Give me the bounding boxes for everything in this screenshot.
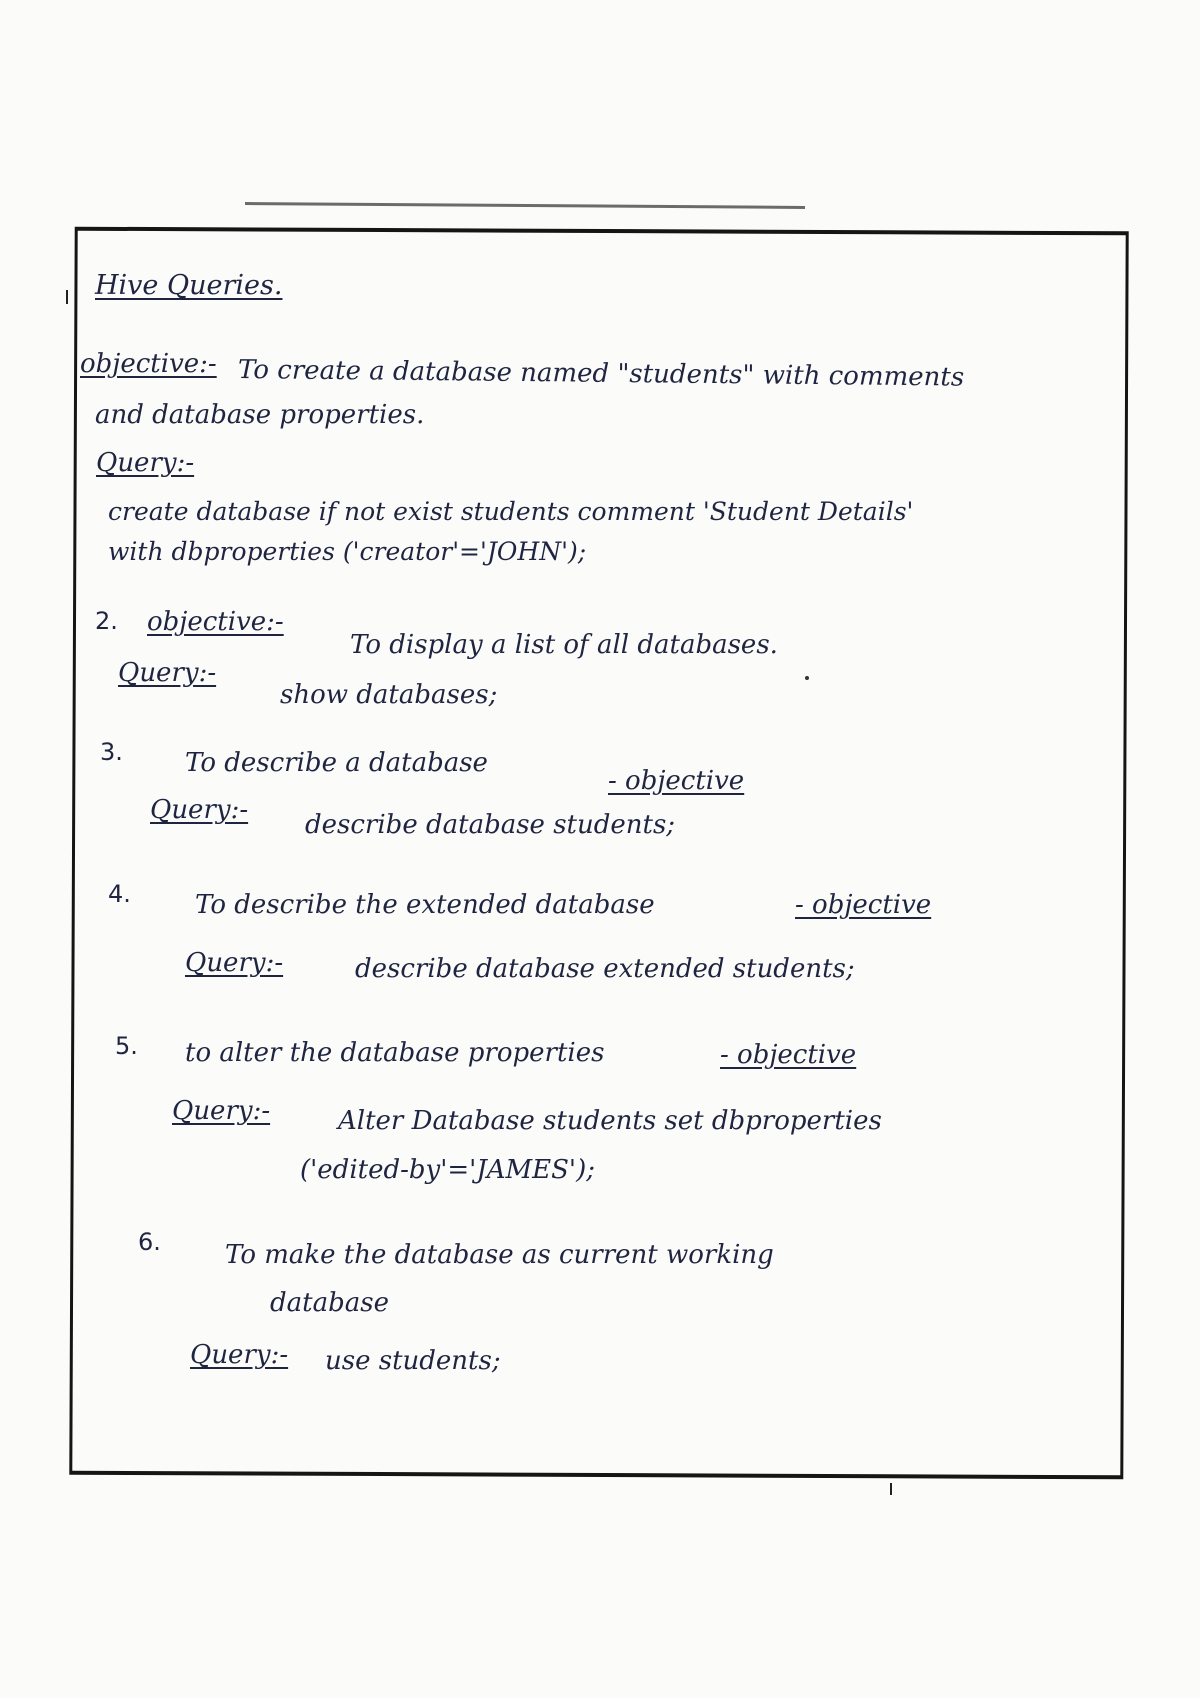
item-number: 4. — [108, 880, 131, 908]
query-text: describe database students; — [305, 810, 676, 840]
objective-text-line1: To make the database as current working — [225, 1240, 774, 1270]
query-label: Query:- — [118, 658, 217, 688]
item-number: 6. — [138, 1228, 161, 1256]
query-text-line1: create database if not exist students comment 'Student Details' — [108, 497, 914, 526]
objective-label: objective:- — [147, 607, 284, 637]
item-number: 2. — [95, 607, 118, 635]
objective-text: To describe the extended database — [195, 890, 655, 920]
query-label: Query:- — [190, 1340, 289, 1370]
top-edge-line — [245, 202, 805, 209]
objective-label: objective:- — [80, 349, 217, 379]
query-label: Query:- — [185, 948, 284, 978]
query-text-line2: with dbproperties ('creator'='JOHN'); — [108, 537, 587, 566]
objective-label: - objective — [720, 1040, 857, 1070]
ink-dot — [805, 676, 809, 680]
query-text: show databases; — [280, 680, 498, 710]
objective-text: To describe a database — [185, 748, 488, 778]
item-number: 5. — [115, 1032, 138, 1060]
objective-text: To display a list of all databases. — [350, 630, 778, 660]
item-number: 3. — [100, 738, 123, 766]
margin-tick — [66, 290, 68, 304]
query-label: Query:- — [96, 448, 195, 478]
page-title: Hive Queries. — [95, 270, 283, 301]
query-text: use students; — [325, 1346, 501, 1376]
objective-text-line2: and database properties. — [95, 400, 425, 430]
objective-text-line1: To create a database named "students" with comments — [237, 355, 965, 393]
objective-text-line2: database — [270, 1288, 389, 1318]
query-text-line2: ('edited-by'='JAMES'); — [300, 1155, 595, 1185]
objective-label: - objective — [608, 766, 745, 796]
objective-text: to alter the database properties — [185, 1038, 605, 1068]
query-label: Query:- — [150, 795, 249, 825]
objective-label: - objective — [795, 890, 932, 920]
query-text: describe database extended students; — [355, 954, 855, 984]
margin-tick — [890, 1483, 892, 1495]
query-text-line1: Alter Database students set dbproperties — [338, 1106, 882, 1136]
query-label: Query:- — [172, 1096, 271, 1126]
